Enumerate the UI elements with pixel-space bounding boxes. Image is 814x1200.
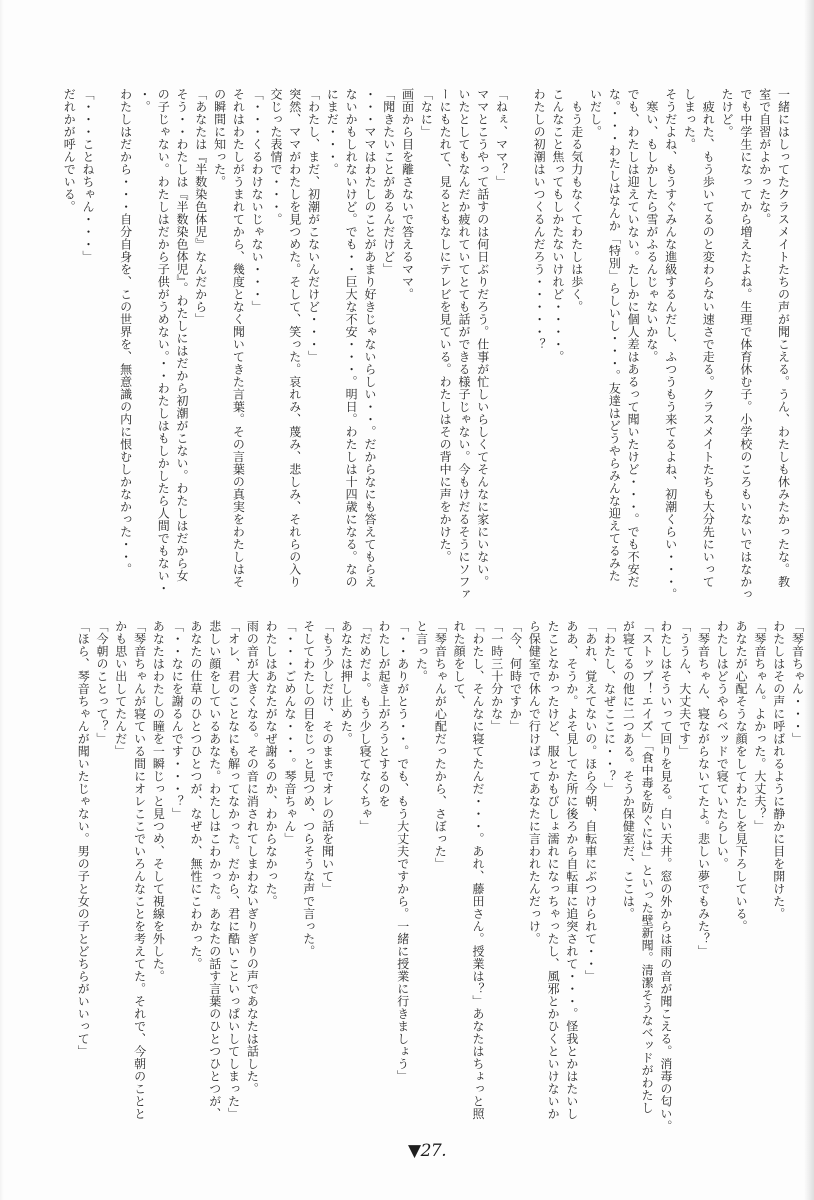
text-column: あなたは押し止めた。: [339, 620, 354, 745]
text-column: 「・・・ごめんな・・・。琴音ちゃん」: [282, 620, 297, 845]
text-column: ーにもたれて、見るともなしにテレビを見ている。わたしはその背中に声をかけた。: [438, 88, 453, 563]
text-column: 「ほら、琴音ちゃんが聞いたじゃない。男の子と女の子とどちらがいいって」: [76, 620, 91, 1058]
text-column: 悲しい顔をしているあなた。わたしはこわかった。あなたの話す言葉のひとつひとつが、: [207, 620, 222, 1120]
text-column: こんなこと焦ってもしかたないけれど・・・・。: [550, 88, 565, 363]
text-column: れた顔をして、: [452, 620, 467, 708]
text-column: 「ストップ！エイズ」「食中毒を防ぐには」といった壁新聞。清潔そうなベッドがわたし: [640, 620, 655, 1114]
text-column: 「わたし、まだ、初潮がこないんだけど・・・」: [306, 88, 321, 363]
text-column: そしてわたしの目をじっと見つめ、つらそうな声で言った。: [301, 620, 316, 958]
text-column: 「一時三十分かな」: [489, 620, 504, 733]
text-column: 「なに」: [419, 88, 434, 138]
text-column: でも中学生になってから増えたよね。生理で体育休む子。小学校のころもいないではなかっ: [738, 88, 753, 601]
text-column: それはわたしがうまれてから、幾度となく聞いてきた言葉。その言葉の真実をわたしはそ: [231, 88, 246, 588]
text-column: 「今朝のことって？」: [95, 620, 109, 745]
text-column: な。・・・わたしはなんか「特別」らしいし・・・。友達はどうやらみんな迎えてるみた: [607, 88, 622, 582]
text-column: わたしはどうやらベッドで寝ていたらしい。: [715, 620, 730, 870]
text-column: 「あれ、覚えてないの。ほら今朝、自転車にぶつけられて・・」: [583, 620, 598, 983]
text-column: の瞬間に知った。: [212, 88, 227, 188]
text-column: 「あなたは『半数染色体児』なんだから」: [193, 88, 208, 326]
text-column: 「琴音ちゃんが寝ている間にオレここでいろんなことを考えてた。それで、今朝のことと: [132, 620, 147, 1120]
text-column: 「・・・ことねちゃん・・・」: [81, 88, 95, 263]
text-column: ら保健室で休んで行けばってあなたに言われたんだっけ。: [527, 620, 542, 945]
text-column: 寒い、もしかしたら雪がふるんじゃないかな。: [644, 88, 659, 363]
text-column: 「オレ、君のことなにも解ってなかった。だから、君に酷いこといっぱいしてしまった」: [226, 620, 241, 1120]
text-column: が寝てるの他に二つある。そうか保健室だ、ここは。: [621, 620, 636, 920]
text-column: かも思い出してたんだ」: [113, 620, 128, 758]
text-column: 「・・なにを謝るんです・・・？」: [170, 620, 185, 820]
text-column: にまだ・・・。: [325, 88, 340, 176]
text-column: わたしが起き上がろうとするのを: [376, 620, 391, 808]
text-column: いたとしてもなんだか疲れていてとても話ができる様子じゃない。今もけだるそうにソファ: [456, 88, 471, 601]
text-column: そう・・わたしは『半数染色体児』。わたしにはだから初潮がこない。わたしはだから女: [174, 88, 189, 582]
text-column: あなたの仕草のひとつひとつが、なぜか、無性にこわかった。: [188, 620, 203, 970]
text-column: 画面から目を離さないで答えるママ。: [400, 88, 415, 301]
text-column: わたしはだから・・・自分自身を、この世界を、無意識の内に恨むしかなかった・・。: [118, 88, 133, 576]
blank-column: [97, 88, 116, 593]
text-column: そうだよね、もうすぐみんな進級するんだし、ふつうもう来てるよね、初潮くらい・・・。: [663, 88, 678, 601]
text-column: と言った。: [414, 620, 429, 683]
text-column: 「琴音ちゃん・・・」: [790, 620, 805, 745]
text-column: わたしはそういって回りを見る。白い天井。窓の外からは雨の音が聞こえる。消毒の匂い。: [658, 620, 673, 1133]
text-column: ああ、そうか。よそ見してた所に後ろから自転車に追突されて・・・。怪我とかはたいし: [564, 620, 579, 1120]
text-column: 「わたし、なぜここに・・？」: [602, 620, 617, 795]
text-column: の子じゃない。わたしはだから子供がうめない。・・わたしはもしかしたら人間でもない・: [156, 88, 171, 595]
text-column: 「琴音ちゃん、寝ながらないてたよ。悲しい夢でもみた？」: [696, 620, 711, 958]
blank-column: [511, 88, 530, 593]
text-column: 雨の音が大きくなる。その音に消されてしまわないぎりぎりの声であなたは話した。: [245, 620, 260, 1095]
text-column: もう走る気力もなくてわたしは歩く。: [569, 88, 584, 313]
text-column: あなたが心配そうな顔をしてわたしを見下ろしている。: [734, 620, 749, 933]
text-column: ・・・ママはわたしのことがあまり好きじゃないらしい・・。だからなにも答えてもらえ: [362, 88, 377, 588]
text-column: 室で自習がよかったな。: [757, 88, 772, 226]
text-column: わたしはあなたがなぜ謝るのか、わからなかった。: [264, 620, 279, 908]
text-column: 「琴音ちゃんが心配だったから、さぼった」: [433, 620, 448, 870]
text-column: 「だめだよ。もう少し寝てなくちゃ」: [358, 620, 373, 833]
text-column: たけど。: [720, 88, 735, 138]
text-column: 交じった表情で・・・。: [268, 88, 283, 226]
text-column: たことなかったけど、服とかもびしょ濡れになっちゃったし、風邪とかひくといけないか: [546, 620, 561, 1120]
bottom-text-block: [73, 620, 806, 1133]
text-column: 「もう少しだけ、そのままでオレの話を聞いて」: [320, 620, 335, 895]
text-column: ママとこうやって話すのは何日ぶりだろう。仕事が忙しいらしくてそんなに家にいない。: [475, 88, 490, 588]
text-column: 突然、ママがわたしを見つめた。そして、笑った。哀れみ、蔑み、悲しみ、それらの入り: [287, 88, 302, 588]
text-column: だれかが呼んでいる。: [62, 88, 77, 213]
text-column: わたしはその声に呼ばれるように静かに目を開けた。: [771, 620, 786, 920]
text-column: ・。: [137, 88, 152, 113]
text-column: 「ううん、大丈夫です」: [677, 620, 692, 758]
text-column: わたしの初潮はいつくるんだろう・・・・・？: [532, 88, 547, 351]
text-column: 「聞きたいことがあるんだけど」: [381, 88, 396, 276]
text-column: しまった。: [682, 88, 697, 151]
text-column: 「ねぇ、ママ？」: [494, 88, 509, 188]
top-text-block: [59, 88, 792, 601]
text-column: でも、わたしは迎えていない。たしかに個人差はあるって聞いたけど・・・。でも不安だ: [626, 88, 641, 588]
page-number: ▼27.: [408, 1141, 447, 1161]
text-column: 疲れた、もう歩いてるのと変わらない速さで走る。クラスメイトたちも大分先にいって: [701, 88, 716, 588]
text-column: 「・・・くるわけないじゃない・・・」: [250, 88, 265, 313]
text-column: ないかもしれないけど。でも・・巨大な不安・・・。明日。わたしは十四歳になる。なの: [344, 88, 359, 588]
text-column: あなたはわたしの瞳を一瞬じっと見つめ、そして視線を外した。: [151, 620, 166, 983]
page-edge-shadow-left: [0, 0, 4, 1200]
text-column: 「今、何時ですか」: [508, 620, 523, 733]
text-column: 「わたし、そんなに寝てたんだ・・・。あれ、藤田さん。授業は？」あなたはちょっと照: [470, 620, 485, 1120]
text-column: 「琴音ちゃん。よかった。大丈夫？」: [752, 620, 767, 833]
text-column: いだし。: [588, 88, 603, 138]
text-column: 一緒にはしってたクラスメイトたちの声が聞こえる。うん、わたしも休みたかったな。教: [776, 88, 791, 588]
text-column: 「・・ありがとう・・。でも、もう大丈夫ですから。一緒に授業に行きましょう」: [395, 620, 410, 1083]
